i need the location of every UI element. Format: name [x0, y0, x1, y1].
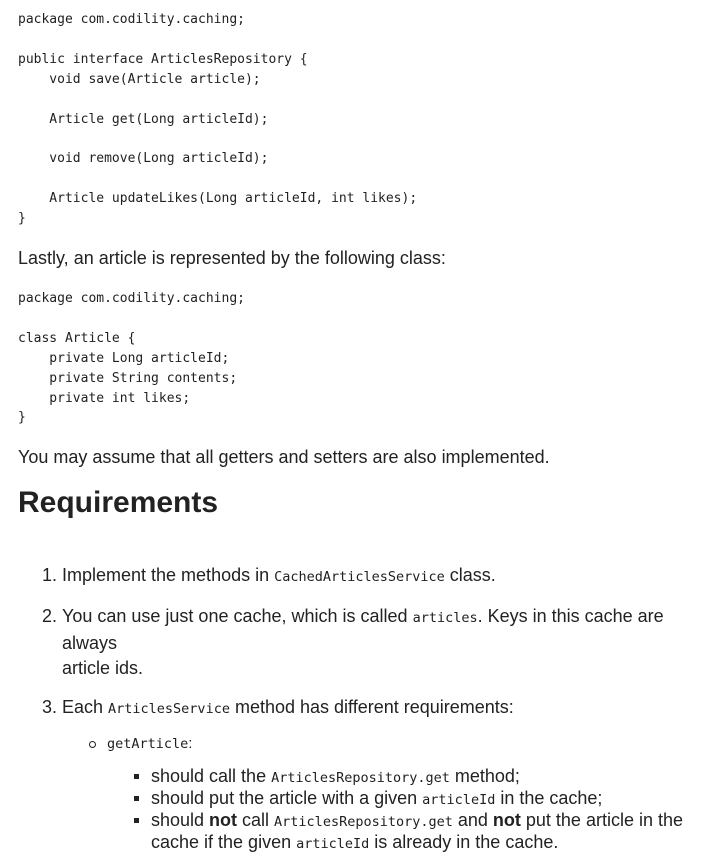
method-item-getarticle	[107, 734, 712, 854]
requirement-item-3	[42, 695, 712, 854]
list-number: 3.	[42, 697, 58, 717]
inline-code: articleId	[422, 792, 496, 808]
inline-code: articleId	[296, 836, 370, 852]
list-number: 2.	[42, 606, 58, 626]
inline-code: ArticlesRepository.get	[274, 814, 453, 830]
inline-code: getArticle	[107, 736, 189, 752]
bullet-text: call	[237, 810, 275, 830]
code-line: package com.codility.caching;	[18, 291, 245, 306]
bullet-text: should call the	[151, 766, 272, 786]
bullet-text: should	[151, 810, 210, 830]
requirement-item-2	[42, 604, 712, 681]
requirements-heading: Requirements	[18, 486, 219, 519]
bullet-item	[151, 766, 712, 788]
bullet-text: should put the article with a given	[151, 788, 423, 808]
circle-bullet-icon	[89, 741, 96, 748]
bullet-text: cache if the given	[151, 832, 297, 852]
requirements-list	[42, 563, 712, 854]
code-line: class Article {	[18, 330, 136, 346]
bullet-item	[151, 810, 712, 854]
requirement-text: . Keys in this cache are always	[62, 606, 664, 653]
code-line: Article updateLikes(Long articleId, int likes);	[18, 191, 418, 207]
requirement-text: Each	[62, 697, 109, 717]
inline-code: articles	[412, 610, 478, 626]
inline-code: CachedArticlesService	[274, 569, 445, 585]
getarticle-requirements	[151, 766, 712, 854]
code-line: void save(Article article);	[18, 71, 261, 87]
bullet-text: method;	[449, 766, 520, 786]
requirement-text: Implement the methods in	[62, 565, 275, 585]
method-suffix: :	[188, 735, 193, 752]
code-line: Article get(Long articleId);	[18, 111, 269, 127]
bullet-text: is already in the cache.	[369, 832, 559, 852]
requirement-text: class.	[444, 565, 496, 585]
bullet-text: and	[452, 810, 493, 830]
code-line: private String contents;	[18, 370, 238, 386]
method-list	[107, 734, 712, 854]
inline-code: ArticlesRepository.get	[271, 770, 450, 786]
bullet-text: in the cache;	[495, 788, 603, 808]
paragraph-assume: You may assume that all getters and setters are also implemented.	[18, 447, 550, 467]
code-line: public interface ArticlesRepository {	[18, 51, 308, 67]
code-block-articles-repository	[18, 10, 417, 229]
requirement-item-1	[42, 563, 712, 590]
code-line: private Long articleId;	[18, 350, 230, 366]
paragraph-lastly: Lastly, an article is represented by the following class:	[18, 248, 446, 268]
bullet-item	[151, 788, 712, 810]
code-block-article-class	[18, 289, 245, 428]
bullet-text: put the article in the	[520, 810, 683, 830]
bold-text: not	[492, 810, 521, 830]
square-bullet-icon	[134, 796, 139, 801]
code-line: }	[18, 410, 26, 426]
code-line: private int likes;	[18, 390, 191, 406]
code-line: void remove(Long articleId);	[18, 151, 269, 167]
requirement-text: article ids.	[62, 658, 144, 678]
square-bullet-icon	[134, 818, 139, 823]
requirement-text: You can use just one cache, which is called	[62, 606, 413, 626]
square-bullet-icon	[134, 774, 139, 779]
code-line: package com.codility.caching;	[18, 12, 245, 27]
list-number: 1.	[42, 565, 58, 585]
inline-code: ArticlesService	[108, 701, 230, 717]
requirement-text: method has different requirements:	[229, 697, 514, 717]
bold-text: not	[209, 810, 238, 830]
code-line: }	[18, 211, 26, 227]
